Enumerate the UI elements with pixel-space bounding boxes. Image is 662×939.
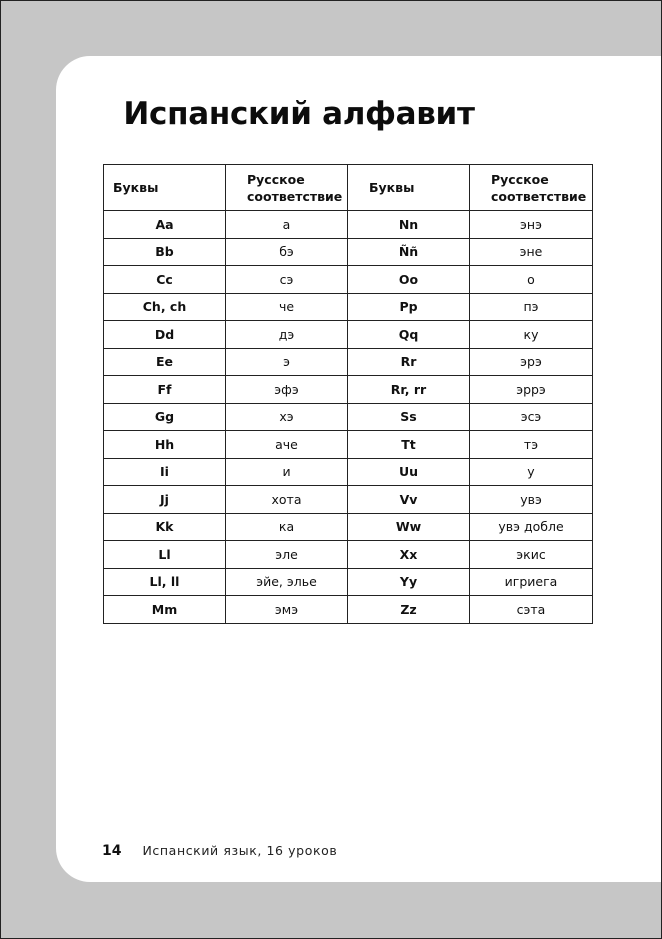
table-row [104, 266, 593, 294]
alphabet-table [103, 164, 593, 624]
letter-cell: Aa [104, 211, 226, 239]
header-label: Буквы [113, 180, 159, 195]
table-row [104, 513, 593, 541]
russian-cell: игриега [470, 568, 593, 596]
letter-cell: Ii [104, 458, 226, 486]
russian-cell: хота [226, 486, 348, 514]
russian-cell: и [226, 458, 348, 486]
russian-cell: сэ [226, 266, 348, 294]
letter-cell: Ee [104, 348, 226, 376]
letter-cell: Ll, ll [104, 568, 226, 596]
russian-cell: увэ добле [470, 513, 593, 541]
letter-cell: Ññ [348, 238, 470, 266]
letter-cell: Dd [104, 321, 226, 349]
letter-cell: Gg [104, 403, 226, 431]
letter-cell: Ch, ch [104, 293, 226, 321]
header-russian-left [226, 165, 348, 211]
letter-cell: Kk [104, 513, 226, 541]
russian-cell: хэ [226, 403, 348, 431]
letter-cell: Mm [104, 596, 226, 624]
russian-cell: у [470, 458, 593, 486]
book-title: Испанский язык, 16 уроков [142, 843, 338, 858]
header-letters-right [348, 165, 470, 211]
russian-cell: энэ [470, 211, 593, 239]
letter-cell: Ss [348, 403, 470, 431]
russian-cell: пэ [470, 293, 593, 321]
table-row [104, 458, 593, 486]
letter-cell: Xx [348, 541, 470, 569]
russian-cell: а [226, 211, 348, 239]
letter-cell: Ww [348, 513, 470, 541]
table-row [104, 486, 593, 514]
table-row [104, 293, 593, 321]
letter-cell: Nn [348, 211, 470, 239]
header-russian-right [470, 165, 593, 211]
table-header [104, 165, 593, 211]
russian-cell: увэ [470, 486, 593, 514]
russian-cell: эйе, эльe [226, 568, 348, 596]
russian-cell: эрэ [470, 348, 593, 376]
letter-cell: Rr, rr [348, 376, 470, 404]
russian-cell: сэта [470, 596, 593, 624]
table-row [104, 321, 593, 349]
table-row [104, 348, 593, 376]
letter-cell: Vv [348, 486, 470, 514]
russian-cell: экис [470, 541, 593, 569]
russian-cell: эне [470, 238, 593, 266]
header-label: Русское [491, 171, 549, 187]
russian-cell: эфэ [226, 376, 348, 404]
table-row [104, 431, 593, 459]
letter-cell: Ff [104, 376, 226, 404]
header-row [104, 165, 593, 211]
russian-cell: дэ [226, 321, 348, 349]
table-row [104, 541, 593, 569]
table-row [104, 568, 593, 596]
russian-cell: бэ [226, 238, 348, 266]
russian-cell: ка [226, 513, 348, 541]
table-body [104, 211, 593, 624]
russian-cell: ку [470, 321, 593, 349]
page-title: Испанский алфавит [123, 96, 475, 132]
header-letters-left [104, 165, 226, 211]
letter-cell: Ll [104, 541, 226, 569]
table-row [104, 376, 593, 404]
russian-cell: э [226, 348, 348, 376]
table-row [104, 403, 593, 431]
letter-cell: Yy [348, 568, 470, 596]
header-label: Русское [247, 171, 305, 187]
header-label: соответствие [491, 188, 587, 204]
letter-cell: Uu [348, 458, 470, 486]
letter-cell: Hh [104, 431, 226, 459]
russian-cell: тэ [470, 431, 593, 459]
letter-cell: Rr [348, 348, 470, 376]
letter-cell: Jj [104, 486, 226, 514]
letter-cell: Pp [348, 293, 470, 321]
table-row [104, 211, 593, 239]
letter-cell: Bb [104, 238, 226, 266]
russian-cell: эррэ [470, 376, 593, 404]
letter-cell: Cc [104, 266, 226, 294]
russian-cell: аче [226, 431, 348, 459]
russian-cell: че [226, 293, 348, 321]
russian-cell: эсэ [470, 403, 593, 431]
letter-cell: Tt [348, 431, 470, 459]
table-row [104, 596, 593, 624]
russian-cell: эмэ [226, 596, 348, 624]
table-row [104, 238, 593, 266]
letter-cell: Qq [348, 321, 470, 349]
letter-cell: Zz [348, 596, 470, 624]
letter-cell: Oo [348, 266, 470, 294]
header-label: соответствие [247, 188, 343, 204]
russian-cell: эле [226, 541, 348, 569]
header-label: Буквы [369, 180, 415, 195]
russian-cell: о [470, 266, 593, 294]
page-footer [102, 843, 337, 859]
page-number: 14 [102, 843, 122, 859]
